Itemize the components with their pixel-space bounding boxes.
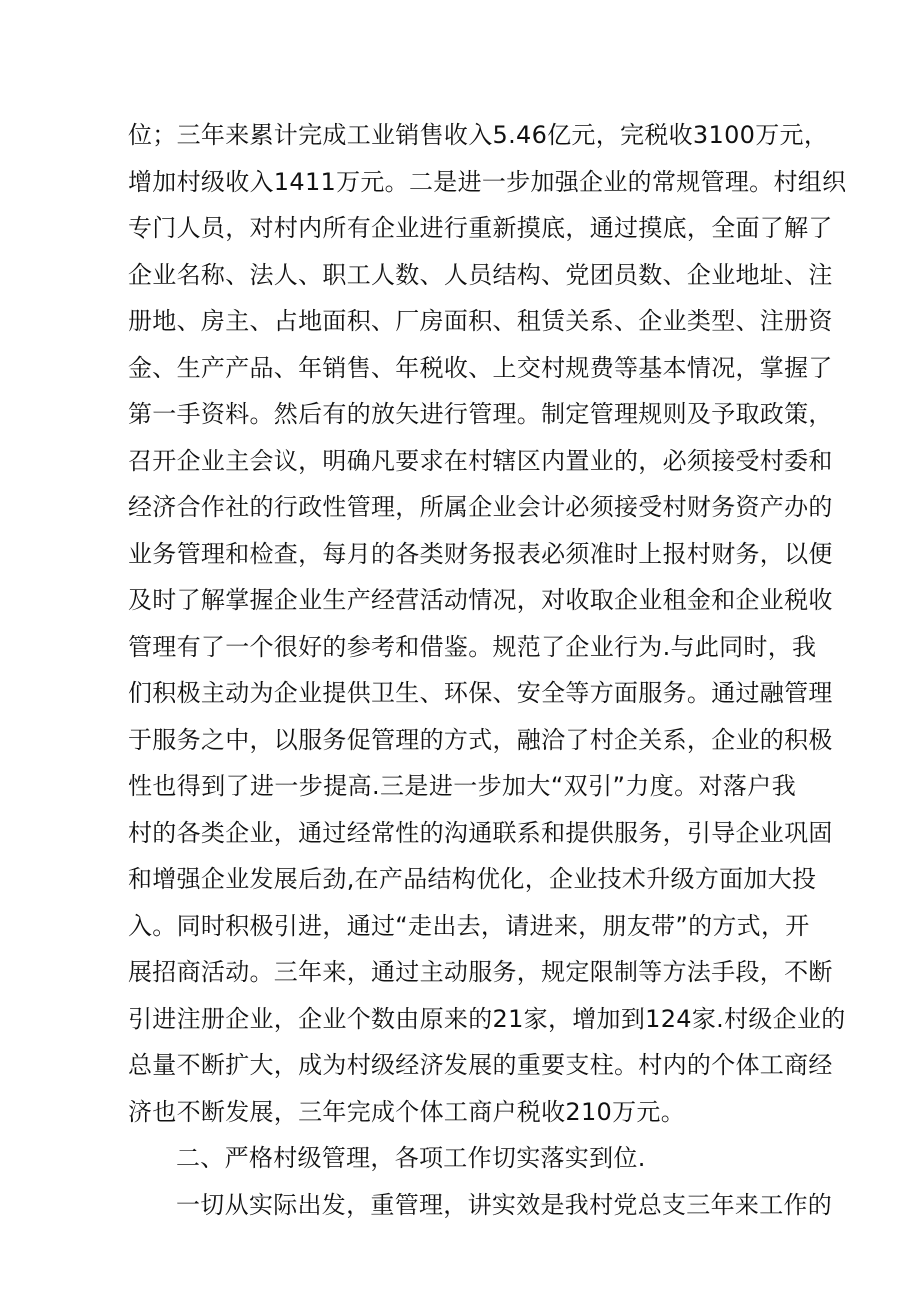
body-line: 金、生产产品、年销售、年税收、上交村规费等基本情况，掌握了 bbox=[128, 353, 833, 382]
body-line: 召开企业主会议，明确凡要求在村辖区内置业的，必须接受村委和 bbox=[128, 446, 833, 475]
body-line: 入。同时积极引进，通过“走出去，请进来，朋友带”的方式，开 bbox=[128, 911, 810, 940]
document-body bbox=[128, 112, 847, 1228]
body-line: 专门人员，对村内所有企业进行重新摸底，通过摸底，全面了解了 bbox=[128, 214, 833, 242]
body-line: 们积极主动为企业提供卫生、环保、安全等方面服务。通过融管理 bbox=[128, 679, 833, 707]
body-line: 引进注册企业，企业个数由原来的21家，增加到124家.村级企业的 bbox=[128, 1004, 846, 1033]
body-line: 增加村级收入1411万元。二是进一步加强企业的常规管理。村组织 bbox=[128, 167, 847, 196]
body-line: 性也得到了进一步提高.三是进一步加大“双引”力度。对落户我 bbox=[128, 772, 796, 800]
body-line: 村的各类企业，通过经常性的沟通联系和提供服务，引导企业巩固 bbox=[128, 818, 833, 847]
body-line: 第一手资料。然后有的放矢进行管理。制定管理规则及予取政策， bbox=[128, 400, 833, 428]
body-line: 及时了解掌握企业生产经营活动情况，对收取企业租金和企业税收 bbox=[128, 586, 833, 614]
body-line: 位；三年来累计完成工业销售收入5.46亿元，完税收3100万元， bbox=[128, 121, 829, 149]
body-line: 企业名称、法人、职工人数、人员结构、党团员数、企业地址、注 bbox=[128, 260, 833, 289]
body-line: 册地、房主、占地面积、厂房面积、租赁关系、企业类型、注册资 bbox=[128, 307, 833, 335]
body-line: 经济合作社的行政性管理，所属企业会计必须接受村财务资产办的 bbox=[128, 493, 833, 521]
body-line-paragraph-end: 济也不断发展，三年完成个体工商户税收210万元。 bbox=[128, 1097, 686, 1126]
body-line: 和增强企业发展后劲,在产品结构优化，企业技术升级方面加大投 bbox=[128, 865, 817, 893]
body-line: 总量不断扩大，成为村级经济发展的重要支柱。村内的个体工商经 bbox=[128, 1051, 833, 1079]
section-heading: 二、严格村级管理，各项工作切实落实到位. bbox=[176, 1144, 646, 1172]
body-line: 展招商活动。三年来，通过主动服务，规定限制等方法手段，不断 bbox=[128, 958, 833, 986]
body-line: 于服务之中，以服务促管理的方式，融洽了村企关系，企业的积极 bbox=[128, 725, 833, 754]
body-line: 一切从实际出发，重管理，讲实效是我村党总支三年来工作的 bbox=[176, 1190, 833, 1219]
body-line: 管理有了一个很好的参考和借鉴。规范了企业行为.与此同时，我 bbox=[128, 632, 817, 661]
body-line: 业务管理和检查，每月的各类财务报表必须准时上报村财务，以便 bbox=[128, 539, 833, 568]
